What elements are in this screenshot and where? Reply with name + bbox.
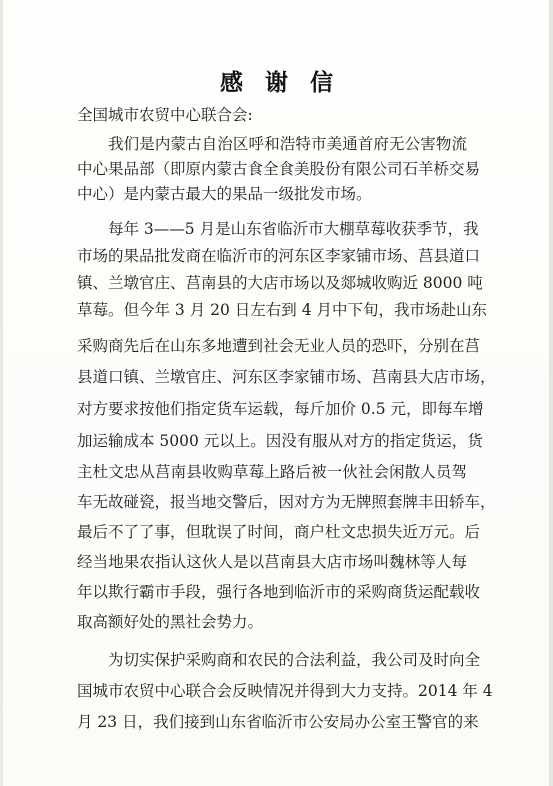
paragraph-3-line-3: 月 23 日，我们接到山东省临沂市公安局办公室王警官的来 — [77, 713, 479, 731]
paragraph-2-line-9: 主杜文忠从莒南县收购草莓上路后被一伙社会闲散人员驾 — [77, 463, 467, 481]
scan-right-edge — [549, 0, 553, 786]
paragraph-1-line-2: 中心果品部（即原内蒙古食全食美股份有限公司石羊桥交易 — [77, 160, 481, 178]
paragraph-3-line-1: 为切实保护采购商和农民的合法利益，我公司及时向全 — [108, 651, 481, 669]
paragraph-2-line-1: 每年 3——5 月是山东省临沂市大棚草莓收获季节，我 — [108, 220, 479, 238]
paragraph-2-line-8: 加运输成本 5000 元以上。因没有服从对方的指定货运，货 — [77, 432, 483, 450]
paragraph-2-line-6: 县道口镇、兰墩官庄、河东区李家铺市场、莒南县大店市场， — [77, 368, 496, 386]
paragraph-2-line-12: 经当地果农指认这伙人是以莒南县大店市场叫魏林等人每 — [77, 553, 467, 571]
paragraph-2-line-10: 车无故碰瓷，报当地交警后，因对方为无牌照套牌丰田轿车， — [77, 493, 496, 511]
paragraph-2-line-13: 年以欺行霸市手段，强行各地到临沂市的采购商货运配载收 — [77, 583, 481, 601]
paragraph-2-line-3: 镇、兰墩官庄、莒南县的大店市场以及郯城收购近 8000 吨 — [77, 274, 483, 292]
paragraph-2-line-7: 对方要求按他们指定货车运载，每斤加价 0.5 元，即每车增 — [77, 400, 484, 418]
paragraph-1-line-3: 中心）是内蒙古最大的果品一级批发市场。 — [77, 185, 372, 203]
paragraph-3-line-2: 国城市农贸中心联合会反映情况并得到大力支持。2014 年 4 — [77, 682, 493, 700]
letter-salutation: 全国城市农贸中心联合会: — [77, 106, 253, 124]
scan-left-edge — [0, 0, 3, 786]
paragraph-2-line-5: 采购商先后在山东多地遭到社会无业人员的恐吓，分别在莒 — [77, 337, 481, 355]
letter-title: 感谢信 — [220, 69, 355, 96]
paragraph-1-line-1: 我们是内蒙古自治区呼和浩特市美通首府无公害物流 — [108, 135, 467, 153]
paragraph-2-line-2: 市场的果品批发商在临沂市的河东区李家铺市场、莒县道口 — [77, 247, 481, 265]
paragraph-2-line-4: 草莓。但今年 3 月 20 日左右到 4 月中下旬，我市场赴山东 — [77, 301, 488, 319]
paragraph-2-line-11: 最后不了了事，但耽误了时间，商户杜文忠损失近万元。后 — [77, 523, 481, 541]
paragraph-2-line-14: 取高额好处的黑社会势力。 — [77, 613, 264, 631]
